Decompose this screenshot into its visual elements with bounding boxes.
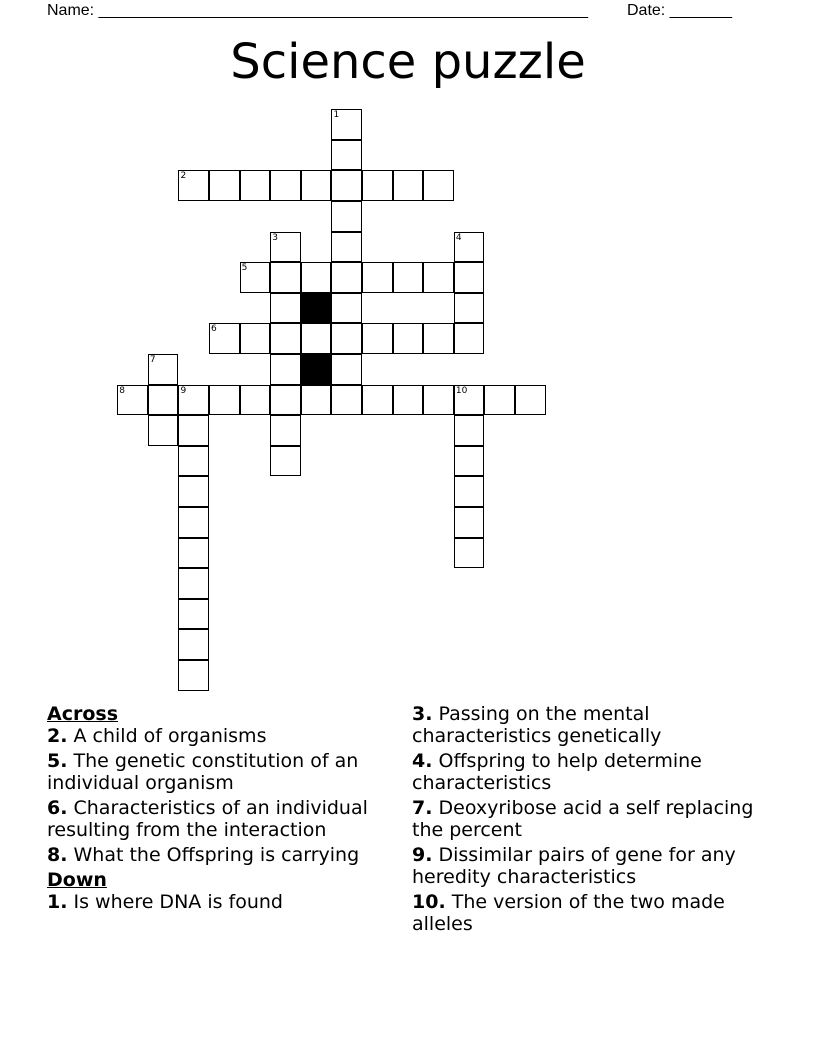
grid-cell[interactable] bbox=[454, 507, 485, 538]
grid-cell[interactable] bbox=[178, 170, 209, 201]
clue-number: 4 bbox=[455, 232, 462, 243]
grid-cell[interactable] bbox=[454, 415, 485, 446]
grid-cell[interactable] bbox=[515, 385, 546, 416]
grid-cell[interactable] bbox=[454, 446, 485, 477]
clue-across-8: 8. What the Offspring is carrying bbox=[47, 844, 360, 866]
grid-cell[interactable] bbox=[454, 232, 485, 263]
clue-number: 5 bbox=[241, 263, 248, 274]
grid-cell[interactable] bbox=[178, 538, 209, 569]
grid-cell[interactable] bbox=[331, 323, 362, 354]
grid-cell[interactable] bbox=[270, 232, 301, 263]
clue-down-4: 4. Offspring to help determine characteristics bbox=[412, 750, 702, 794]
clue-number: 2 bbox=[180, 171, 187, 182]
clue-down-9: 9. Dissimilar pairs of gene for any heredity characteristics bbox=[412, 844, 736, 888]
clue-down-3: 3. Passing on the mental characteristics genetically bbox=[412, 703, 662, 747]
grid-cell[interactable] bbox=[240, 170, 271, 201]
grid-cell[interactable] bbox=[362, 170, 393, 201]
grid-cell[interactable] bbox=[423, 262, 454, 293]
clue-number: 3 bbox=[272, 232, 278, 243]
grid-cell[interactable] bbox=[454, 323, 485, 354]
grid-cell[interactable] bbox=[148, 385, 179, 416]
grid-cell[interactable] bbox=[362, 385, 393, 416]
across-heading: Across bbox=[47, 703, 119, 725]
date-field[interactable]: Date: _______ bbox=[627, 2, 732, 19]
grid-cell[interactable] bbox=[270, 323, 301, 354]
clues-left-column bbox=[47, 703, 397, 916]
clue-number: 1 bbox=[333, 110, 340, 121]
grid-cell[interactable] bbox=[454, 476, 485, 507]
grid-cell[interactable] bbox=[148, 415, 179, 446]
grid-cell[interactable] bbox=[270, 415, 301, 446]
grid-cell[interactable] bbox=[301, 170, 332, 201]
clue-across-5: 5. The genetic constitution of an individual organism bbox=[47, 750, 359, 794]
grid-cell[interactable] bbox=[423, 385, 454, 416]
grid-cell[interactable] bbox=[209, 385, 240, 416]
grid-cell[interactable] bbox=[393, 170, 424, 201]
grid-cell[interactable] bbox=[240, 262, 271, 293]
clue-across-2: 2. A child of organisms bbox=[47, 725, 267, 747]
grid-cell[interactable] bbox=[178, 415, 209, 446]
grid-cell[interactable] bbox=[393, 323, 424, 354]
grid-cell[interactable] bbox=[178, 507, 209, 538]
grid-cell[interactable] bbox=[270, 385, 301, 416]
grid-cell[interactable] bbox=[178, 385, 209, 416]
grid-cell[interactable] bbox=[331, 293, 362, 324]
grid-cell[interactable] bbox=[423, 170, 454, 201]
grid-cell[interactable] bbox=[454, 262, 485, 293]
clue-across-6: 6. Characteristics of an individual resulting from the interaction bbox=[47, 797, 368, 841]
clue-number: 6 bbox=[211, 324, 217, 335]
grid-cell[interactable] bbox=[331, 140, 362, 171]
grid-cell[interactable] bbox=[301, 323, 332, 354]
black-cell bbox=[301, 354, 332, 385]
grid-cell[interactable] bbox=[331, 262, 362, 293]
grid-cell[interactable] bbox=[331, 170, 362, 201]
grid-cell[interactable] bbox=[270, 354, 301, 385]
grid-cell[interactable] bbox=[331, 201, 362, 232]
grid-cell[interactable] bbox=[178, 629, 209, 660]
grid-cell[interactable] bbox=[270, 170, 301, 201]
grid-cell[interactable] bbox=[331, 232, 362, 263]
grid-cell[interactable] bbox=[484, 385, 515, 416]
grid-cell[interactable] bbox=[270, 293, 301, 324]
grid-cell[interactable] bbox=[454, 385, 485, 416]
name-field[interactable]: Name: _______________________________________________________ bbox=[47, 2, 588, 19]
clue-down-7: 7. Deoxyribose acid a self replacing the percent bbox=[412, 797, 754, 841]
clue-number: 9 bbox=[180, 385, 187, 396]
down-heading: Down bbox=[47, 869, 107, 891]
grid-cell[interactable] bbox=[209, 323, 240, 354]
grid-cell[interactable] bbox=[331, 354, 362, 385]
grid-cell[interactable] bbox=[240, 385, 271, 416]
clue-number: 8 bbox=[119, 385, 125, 396]
page-title: Science puzzle bbox=[230, 34, 586, 90]
clues-right-column bbox=[412, 703, 762, 938]
grid-cell[interactable] bbox=[240, 323, 271, 354]
grid-cell[interactable] bbox=[270, 446, 301, 477]
grid-cell[interactable] bbox=[393, 385, 424, 416]
clue-down-1: 1. Is where DNA is found bbox=[47, 891, 283, 913]
clue-down-10: 10. The version of the two made alleles bbox=[412, 891, 725, 935]
grid-cell[interactable] bbox=[393, 262, 424, 293]
grid-cell[interactable] bbox=[362, 323, 393, 354]
grid-cell[interactable] bbox=[362, 262, 393, 293]
grid-cell[interactable] bbox=[117, 385, 148, 416]
grid-cell[interactable] bbox=[178, 660, 209, 691]
grid-cell[interactable] bbox=[178, 568, 209, 599]
grid-cell[interactable] bbox=[454, 293, 485, 324]
grid-cell[interactable] bbox=[209, 170, 240, 201]
grid-cell[interactable] bbox=[178, 599, 209, 630]
grid-cell[interactable] bbox=[178, 476, 209, 507]
clue-number: 10 bbox=[455, 385, 468, 396]
grid-cell[interactable] bbox=[301, 262, 332, 293]
grid-cell[interactable] bbox=[270, 262, 301, 293]
grid-cell[interactable] bbox=[178, 446, 209, 477]
grid-cell[interactable] bbox=[423, 323, 454, 354]
grid-cell[interactable] bbox=[148, 354, 179, 385]
grid-cell[interactable] bbox=[301, 385, 332, 416]
grid-cell[interactable] bbox=[454, 538, 485, 569]
grid-cell[interactable] bbox=[331, 109, 362, 140]
clue-number: 7 bbox=[149, 355, 156, 366]
black-cell bbox=[301, 293, 332, 324]
grid-cell[interactable] bbox=[331, 385, 362, 416]
